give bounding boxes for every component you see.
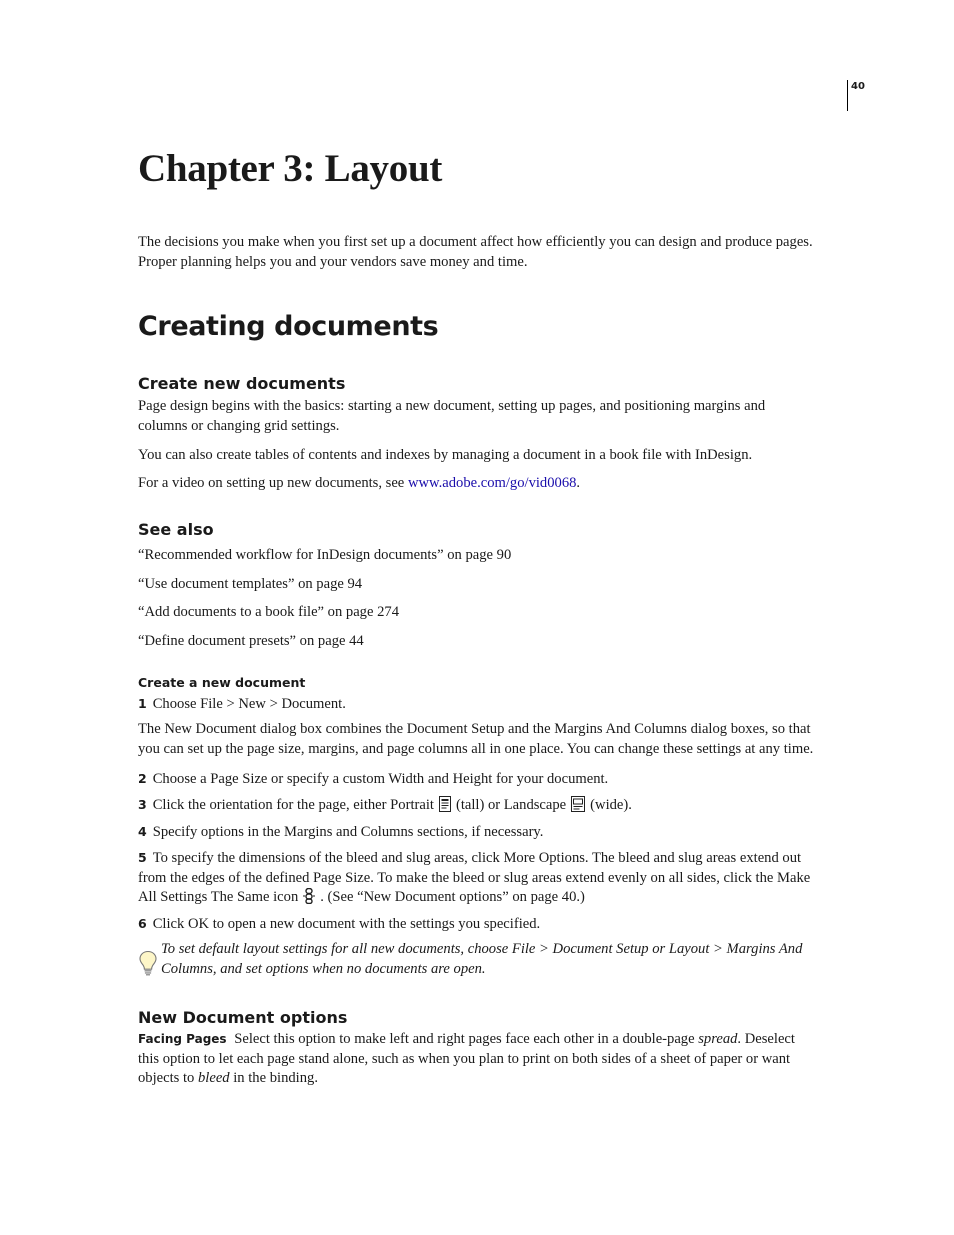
task-heading: Create a new document xyxy=(138,675,306,690)
lightbulb-tip-icon xyxy=(138,950,158,981)
tip-text: To set default layout settings for all new documents, choose File > Document Setup or Layout > Margins And Columns, and set options when no documents are open. xyxy=(161,941,803,977)
step-3 xyxy=(138,795,632,819)
video-suffix: . xyxy=(576,475,581,491)
create-new-paragraph-2: You can also create tables of contents and indexes by managing a document in a book file with InDesign. xyxy=(138,447,753,463)
step-4-number: 4 xyxy=(138,824,147,839)
video-prefix: For a video on setting up new documents, see xyxy=(138,475,408,491)
facing-pages-text-c: in the binding. xyxy=(229,1070,318,1087)
step-6-text: Click OK to open a new document with the settings you specified. xyxy=(152,916,541,932)
step-6 xyxy=(138,914,540,935)
facing-pages-paragraph xyxy=(138,1030,818,1089)
step-3-text-b: (tall) or Landscape xyxy=(455,797,567,813)
page-number-rule xyxy=(847,80,848,111)
step-5-text-b: . (See “New Document options” on page 40.) xyxy=(320,889,585,906)
step-3-number: 3 xyxy=(138,797,147,812)
spread-term: spread xyxy=(698,1031,738,1047)
step-2-number: 2 xyxy=(138,771,147,786)
make-all-settings-same-icon xyxy=(302,888,316,911)
task-note: The New Document dialog box combines the Document Setup and the Margins And Columns dialog boxes, so that you can set up the page size, margins, and page columns all in one place. You can change these settings at any time. xyxy=(138,721,814,757)
new-document-options-heading: New Document options xyxy=(138,1008,348,1027)
step-1-number: 1 xyxy=(138,696,147,711)
intro-paragraph: The decisions you make when you first set up a document affect how efficiently you can design and produce pages. Proper planning helps you and your vendors save money and time. xyxy=(138,234,813,270)
step-5 xyxy=(138,848,818,911)
facing-pages-text-b: . Deselect this option to let each page stand alone, such as when you plan to print on both sides of a sheet of paper or want objects to xyxy=(138,1031,795,1087)
landscape-orientation-icon xyxy=(570,796,586,819)
step-3-text-c: (wide). xyxy=(590,797,632,813)
bleed-term: bleed xyxy=(198,1070,230,1087)
section-title: Creating documents xyxy=(138,311,439,342)
step-5-number: 5 xyxy=(138,850,147,865)
video-paragraph xyxy=(138,474,580,494)
see-also-link-1[interactable]: “Recommended workflow for InDesign documents” on page 90 xyxy=(138,547,512,563)
step-2-text: Choose a Page Size or specify a custom Width and Height for your document. xyxy=(152,771,609,787)
step-1 xyxy=(138,694,346,715)
step-2 xyxy=(138,769,608,790)
step-1-text: Choose File > New > Document. xyxy=(152,696,346,712)
facing-pages-text-a: Select this option to make left and right pages face each other in a double-page xyxy=(234,1031,699,1047)
step-5-text-a: To specify the dimensions of the bleed and slug areas, click More Options. The bleed and slug areas extend out from the edges of the defined Page Size. To make the bleed or slug areas extend evenly on all sides, click the Make All Settings The Same icon xyxy=(138,850,811,906)
chapter-title: Chapter 3: Layout xyxy=(138,147,443,190)
step-4-text: Specify options in the Margins and Columns sections, if necessary. xyxy=(152,824,544,840)
see-also-heading: See also xyxy=(138,520,214,539)
step-6-number: 6 xyxy=(138,916,147,931)
portrait-orientation-icon xyxy=(438,796,452,819)
see-also-link-2[interactable]: “Use document templates” on page 94 xyxy=(138,576,363,592)
step-4 xyxy=(138,822,543,843)
create-new-heading: Create new documents xyxy=(138,374,346,393)
see-also-link-4[interactable]: “Define document presets” on page 44 xyxy=(138,633,364,649)
video-link[interactable]: www.adobe.com/go/vid0068 xyxy=(407,475,577,491)
facing-pages-term: Facing Pages xyxy=(138,1032,227,1046)
create-new-paragraph-1: Page design begins with the basics: starting a new document, setting up pages, and positioning margins and columns or changing grid settings. xyxy=(138,398,766,434)
page-number: 40 xyxy=(851,81,865,92)
step-3-text-a: Click the orientation for the page, either Portrait xyxy=(152,797,434,813)
see-also-link-3[interactable]: “Add documents to a book file” on page 274 xyxy=(138,604,399,620)
